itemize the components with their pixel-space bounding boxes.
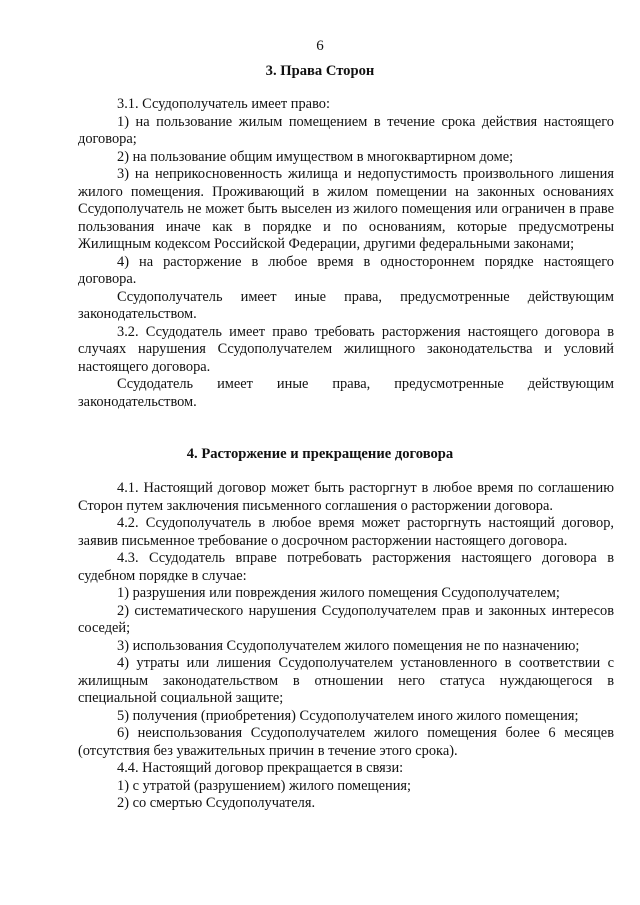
paragraph-4-3-item-1: 1) разрушения или повреждения жилого помещения Ссудополучателем; [117,585,560,601]
paragraph-4-4: 4.4. Настоящий договор прекращается в связи: [117,760,404,776]
paragraph-4-4-item-1: 1) с утратой (разрушением) жилого помещения; [117,777,412,794]
paragraph-4-4-item-2: 2) со смертью Ссудополучателя. [117,795,316,811]
section-3-heading: 3. Права Сторон [265,63,375,79]
paragraph-3-2-other-rights: Ссудодатель имеет иные права, предусмотренные действующим законодательством. [78,376,614,410]
paragraph-4-3-item-6: 6) неиспользования Ссудополучателем жилого помещения более 6 месяцев (отсутствия без уважительных причин в течение этого срока). [78,725,614,759]
paragraph-3-2: 3.2. Ссудодатель имеет право требовать расторжения настоящего договора в случаях нарушения Ссудополучателем жилищного законодательства и условий настоящего договора. [78,323,614,375]
paragraph-3-1-item-4: 4) на расторжение в любое время в одностороннем порядке настоящего договора. [78,253,614,287]
paragraph-4-3-item-4: 4) утраты или лишения Ссудополучателем установленного в соответствии с жилищным законодательством в отношении него статуса нуждающегося в специальной социальной защите; [78,655,614,706]
paragraph-4-1: 4.1. Настоящий договор может быть расторгнут в любое время по соглашению Сторон путем заключения письменного соглашения о расторжении договора. [78,480,614,514]
paragraph-3-1: 3.1. Ссудополучатель имеет право: [117,96,330,112]
paragraph-4-3: 4.3. Ссудодатель вправе потребовать расторжения настоящего договора в судебном порядке в случае: [78,550,614,584]
paragraph-4-3-item-3: 3) использования Ссудополучателем жилого помещения не по назначению; [117,637,580,654]
paragraph-3-1-item-2: 2) на пользование общим имуществом в многоквартирном доме; [117,148,514,165]
paragraph-4-2: 4.2. Ссудополучатель в любое время может расторгнуть настоящий договор, заявив письменное требование о досрочном расторжении настоящего договора. [78,515,614,549]
paragraph-3-1-other-rights: Ссудополучатель имеет иные права, предусмотренные действующим законодательством. [78,288,614,322]
paragraph-3-1-item-3: 3) на неприкосновенность жилища и недопустимость произвольного лишения жилого помещения. Проживающий в жилом помещении на законных основаниях Ссудополучатель не может быть выселен из жилого помещения или ограничен в праве пользования иначе как в порядке и по основаниям, которые предусмотрены Жилищным кодексом Российской Федерации, другими федеральными законами; [78,166,614,252]
paragraph-4-3-item-5: 5) получения (приобретения) Ссудополучателем иного жилого помещения; [117,707,579,724]
section-3-body [78,96,614,411]
page-number: 6 [316,38,324,54]
paragraph-3-1-item-1: 1) на пользование жилым помещением в течение срока действия настоящего договора; [78,113,614,147]
paragraph-4-3-item-2: 2) систематического нарушения Ссудополучателем прав и законных интересов соседей; [78,602,614,636]
section-4-heading: 4. Расторжение и прекращение договора [186,446,454,462]
section-4-body [78,480,614,813]
